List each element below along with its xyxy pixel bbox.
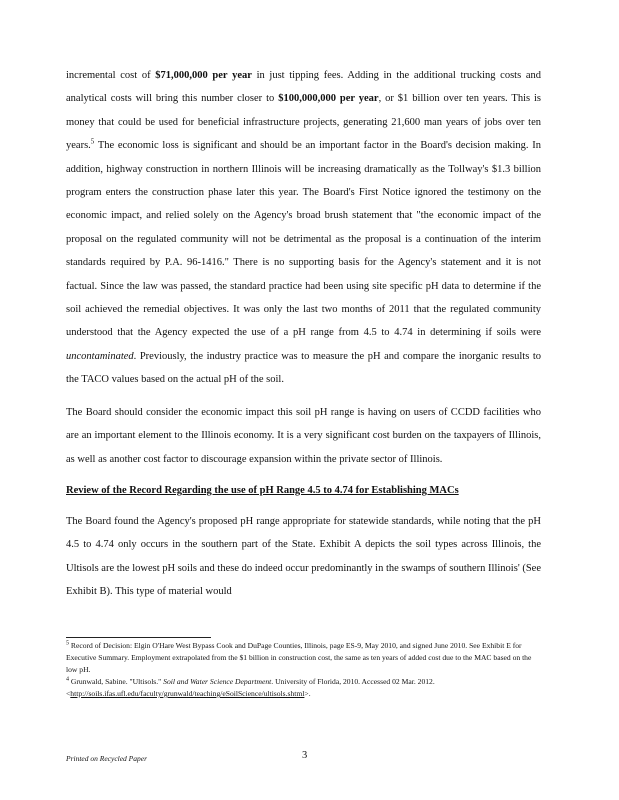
text-run: incremental cost of: [66, 70, 156, 81]
footnote-4: [66, 676, 544, 700]
footer-recycled-note: Printed on Recycled Paper: [66, 754, 148, 763]
footnote-text: . University of Florida, 2010. Accessed 02 Mar. 2012. <: [66, 677, 435, 698]
section-heading: Review of the Record Regarding the use of pH Range 4.5 to 4.74 for Establishing MACs: [66, 484, 459, 496]
footnote-number: 5: [66, 640, 69, 647]
text-run: , or $1 billion over ten years. This is money that could be used for beneficial infrastructure projects, generating 21,600 man years of jobs over ten years.: [66, 93, 541, 152]
page-number: 3: [302, 750, 308, 761]
footnote-source-italic: Soil and Water Science Department: [163, 677, 272, 686]
paragraph-ph-range: The Board found the Agency's proposed pH range appropriate for statewide standards, while noting that the pH 4.5 to 4.74 only occurs in the southern part of the State. Exhibit A depicts the soil types across Illinois, the Ultisols are the lowest pH soils and these do indeed occur predominantly in the swamps of southern Illinois' (See Exhibit B). This type of material would: [66, 515, 541, 598]
paragraph-ccdd-burden: The Board should consider the economic impact this soil pH range is having on users of CCDD facilities who are an important element to the Illinois economy. It is a very significant cost burden on the taxpayers of Illinois, as well as another cost factor to discourage expansion within the private sector of Illinois.: [66, 406, 541, 465]
text-run: The economic loss is significant and should be an important factor in the Board's decision making. In addition, highway construction in northern Illinois will be increasing dramatically as the Tollway's $1.3 billion program enters the construction phase later this year. The Board's First Notice ignored the testimony on the economic impact, and relied solely on the Agency's broad brush statement that "the economic impact of the proposal on the regulated community will not be detrimental as the proposal is a continuation of the interim standards required by P.A. 96-1416." There is no supporting basis for the Agency's statement and it is not factual. Since the law was passed, the standard practice had been using site specific pH data to determine if the soil achieved the remedial objectives. It was only the last two months of 2011 that the regulated community understood that the Agency expected the use of a pH range from 4.5 to 4.74 in determining if soils were: [66, 140, 541, 339]
footnotes: [66, 640, 544, 700]
footnote-number: 4: [66, 676, 69, 683]
footnote-ref-5[interactable]: 5: [90, 137, 95, 146]
text-run: . Previously, the industry practice was to measure the pH and compare the inorganic results to the TACO values based on the actual pH of the soil.: [66, 350, 541, 386]
footnote-text: Record of Decision: Elgin O'Hare West Bypass Cook and DuPage Counties, Illinois, page ES-9, May 2010, and signed June 2010. See Exhibit E for Executive Summary. Employment extrapolated from the $1 billion in construction cost, the same as ten years of added cost due to the MAC based on the low pH.: [66, 641, 532, 674]
paragraph-economic-impact: [66, 64, 541, 392]
footnote-5: [66, 640, 544, 676]
footnote-divider: [66, 637, 211, 638]
bold-amount-tipping-fees: $71,000,000 per year: [155, 70, 252, 81]
italic-uncontaminated: uncontaminated: [66, 350, 134, 362]
text-run: in just tipping fees. Adding in the additional trucking costs and analytical costs will bring this number closer to: [66, 70, 542, 105]
footnote-text: Grunwald, Sabine. "Ultisols.": [69, 677, 164, 686]
footnote-text: >.: [304, 689, 311, 698]
bold-amount-total: $100,000,000 per year: [278, 93, 379, 105]
body-text: [66, 64, 541, 604]
footnote-link[interactable]: http://soils.ifas.ufl.edu/faculty/grunwald/teaching/eSoilScience/ultisols.shtml: [70, 689, 305, 698]
